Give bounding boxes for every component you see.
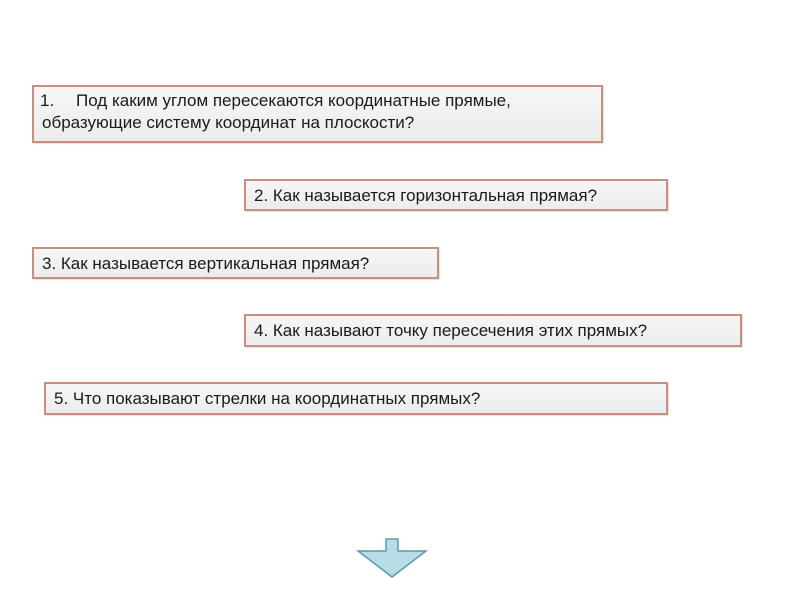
question-3-box [32, 247, 439, 279]
question-1-line-1 [40, 90, 595, 112]
question-5-text: 5. Что показывают стрелки на координатных прямых? [54, 389, 481, 408]
question-2-text: 2. Как называется горизонтальная прямая? [254, 186, 598, 205]
question-2-box [244, 179, 668, 211]
question-5-box [44, 382, 668, 415]
question-4-box [244, 314, 742, 347]
question-1-box [32, 85, 603, 143]
question-4-text: 4. Как называют точку пересечения этих прямых? [254, 321, 648, 340]
question-1-number: 1. [40, 91, 55, 110]
down-arrow-icon[interactable] [356, 538, 428, 578]
question-1-text-line-1: Под каким углом пересекаются координатные прямые, [76, 91, 511, 110]
question-3-text: 3. Как называется вертикальная прямая? [42, 254, 370, 273]
question-1-text-line-2: образующие систему координат на плоскости? [42, 113, 415, 132]
